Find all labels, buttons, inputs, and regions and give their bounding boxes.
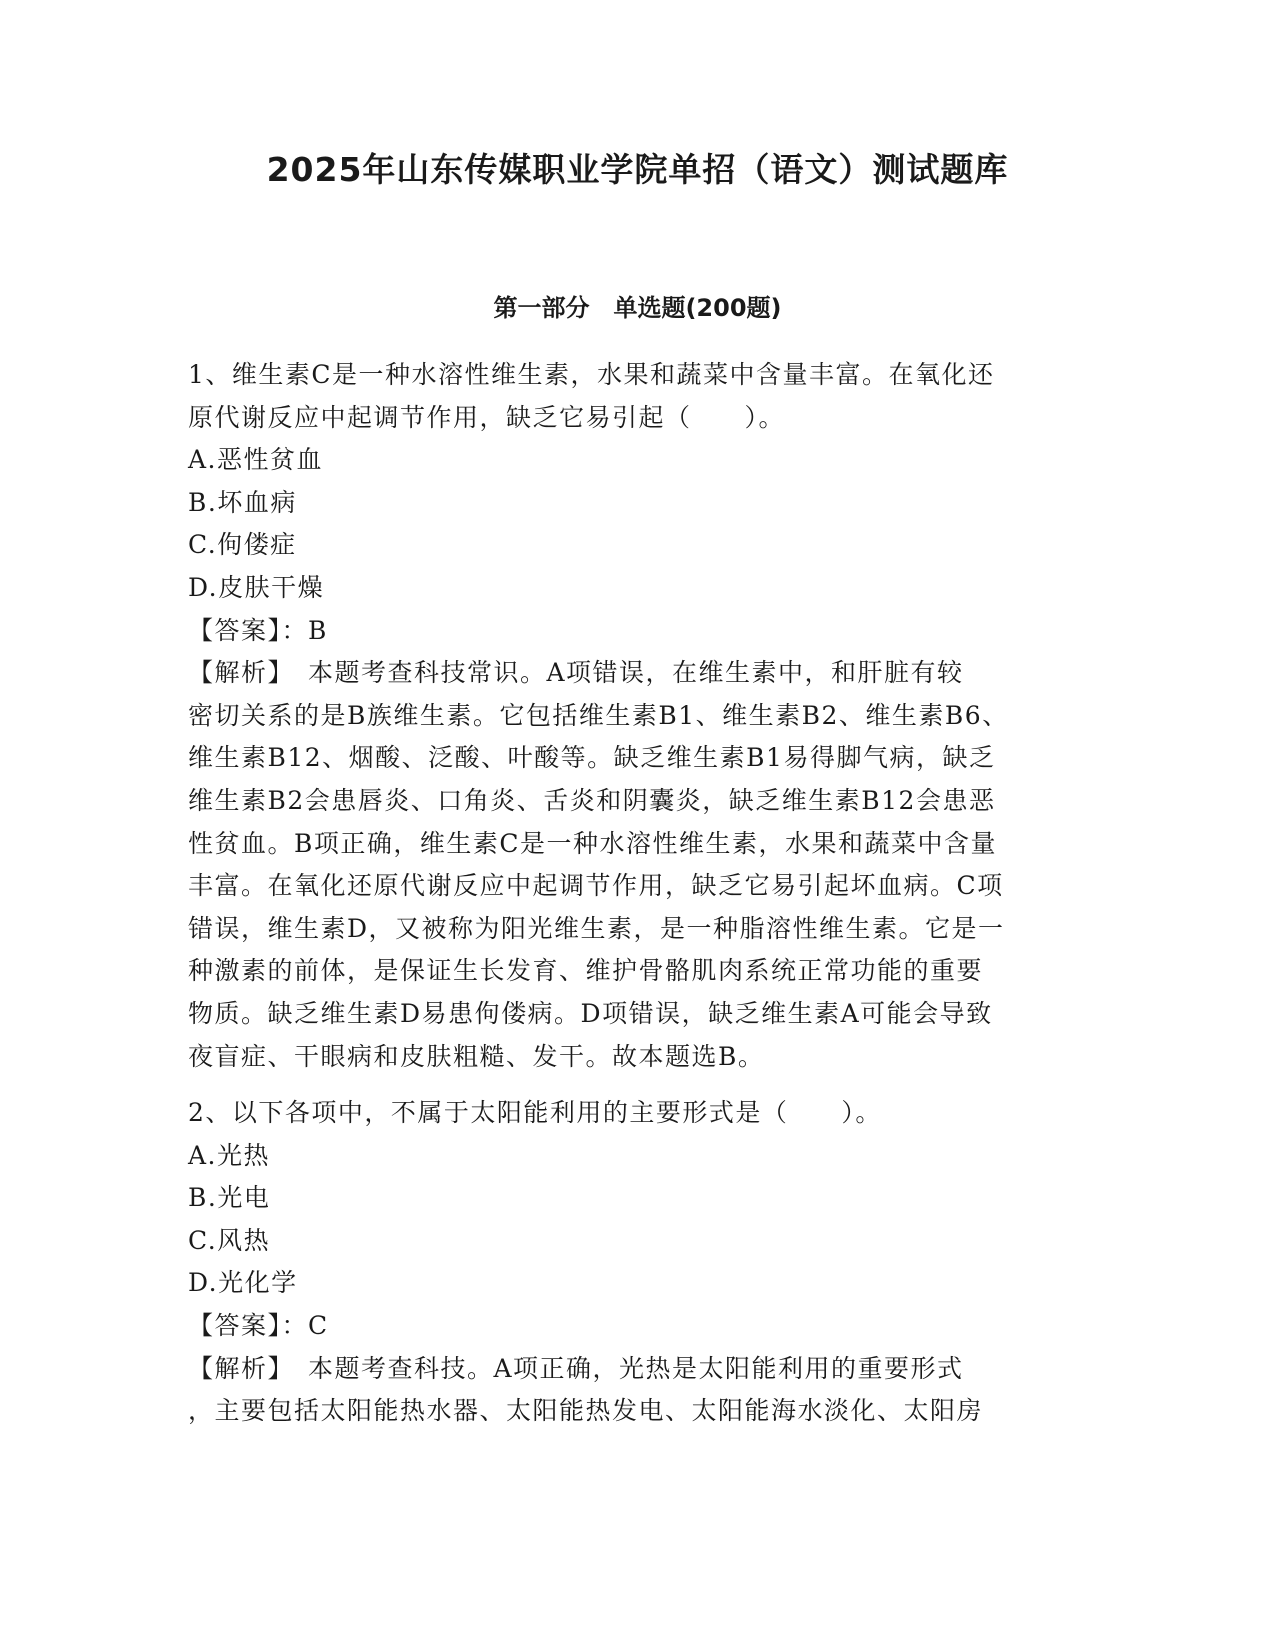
- option-a: A.恶性贫血: [188, 445, 324, 475]
- question-list: [188, 354, 1088, 1433]
- section-heading: 第一部分 单选题(200题): [493, 294, 782, 322]
- option-d: D.光化学: [188, 1268, 298, 1298]
- answer-line: 【答案】：C: [188, 1311, 329, 1341]
- analysis-line: 丰富。在氧化还原代谢反应中起调节作用，缺乏它易引起坏血病。C项: [188, 871, 1004, 901]
- analysis-line: 维生素B2会患唇炎、口角炎、舌炎和阴囊炎，缺乏维生素B12会患恶: [188, 785, 996, 815]
- question-item: [188, 1092, 1088, 1433]
- analysis-line: 错误，维生素D，又被称为阳光维生素，是一种脂溶性维生素。它是一: [188, 913, 1005, 943]
- option-c: C.佝偻症: [188, 530, 297, 560]
- analysis-line: 物质。缺乏维生素D易患佝偻病。D项错误，缺乏维生素A可能会导致: [188, 998, 993, 1028]
- option-d: D.皮肤干燥: [188, 572, 325, 602]
- document-title: 2025年山东传媒职业学院单招（语文）测试题库: [266, 150, 1009, 189]
- question-spacer: [188, 1078, 1088, 1092]
- option-a: A.光热: [188, 1140, 271, 1170]
- option-c: C.风热: [188, 1225, 271, 1255]
- analysis-line: ，主要包括太阳能热水器、太阳能热发电、太阳能海水淡化、太阳房: [188, 1396, 984, 1426]
- analysis-line: 夜盲症、干眼病和皮肤粗糙、发干。故本题选B。: [188, 1041, 765, 1071]
- analysis-line: 种激素的前体，是保证生长发育、维护骨骼肌肉系统正常功能的重要: [188, 956, 984, 986]
- question-stem-line: 2、以下各项中，不属于太阳能利用的主要形式是（ ）。: [188, 1098, 882, 1128]
- analysis-line: 密切关系的是B族维生素。它包括维生素B1、维生素B2、维生素B6、: [188, 700, 1009, 730]
- analysis-line: 维生素B12、烟酸、泛酸、叶酸等。缺乏维生素B1易得脚气病，缺乏: [188, 743, 996, 773]
- analysis-line: 性贫血。B项正确，维生素C是一种水溶性维生素，水果和蔬菜中含量: [188, 828, 998, 858]
- question-stem-line: 1、维生素C是一种水溶性维生素，水果和蔬菜中含量丰富。在氧化还: [188, 360, 995, 389]
- option-b: B.光电: [188, 1183, 271, 1213]
- answer-line: 【答案】：B: [188, 615, 328, 645]
- analysis-line: 【解析】 本题考查科技。A项正确，光热是太阳能利用的重要形式: [188, 1353, 964, 1383]
- question-stem-line: 原代谢反应中起调节作用，缺乏它易引起（ ）。: [188, 402, 786, 432]
- option-b: B.坏血病: [188, 487, 297, 517]
- question-item: [188, 354, 1088, 1078]
- analysis-line: 【解析】 本题考查科技常识。A项错误，在维生素中，和肝脏有较: [188, 658, 964, 688]
